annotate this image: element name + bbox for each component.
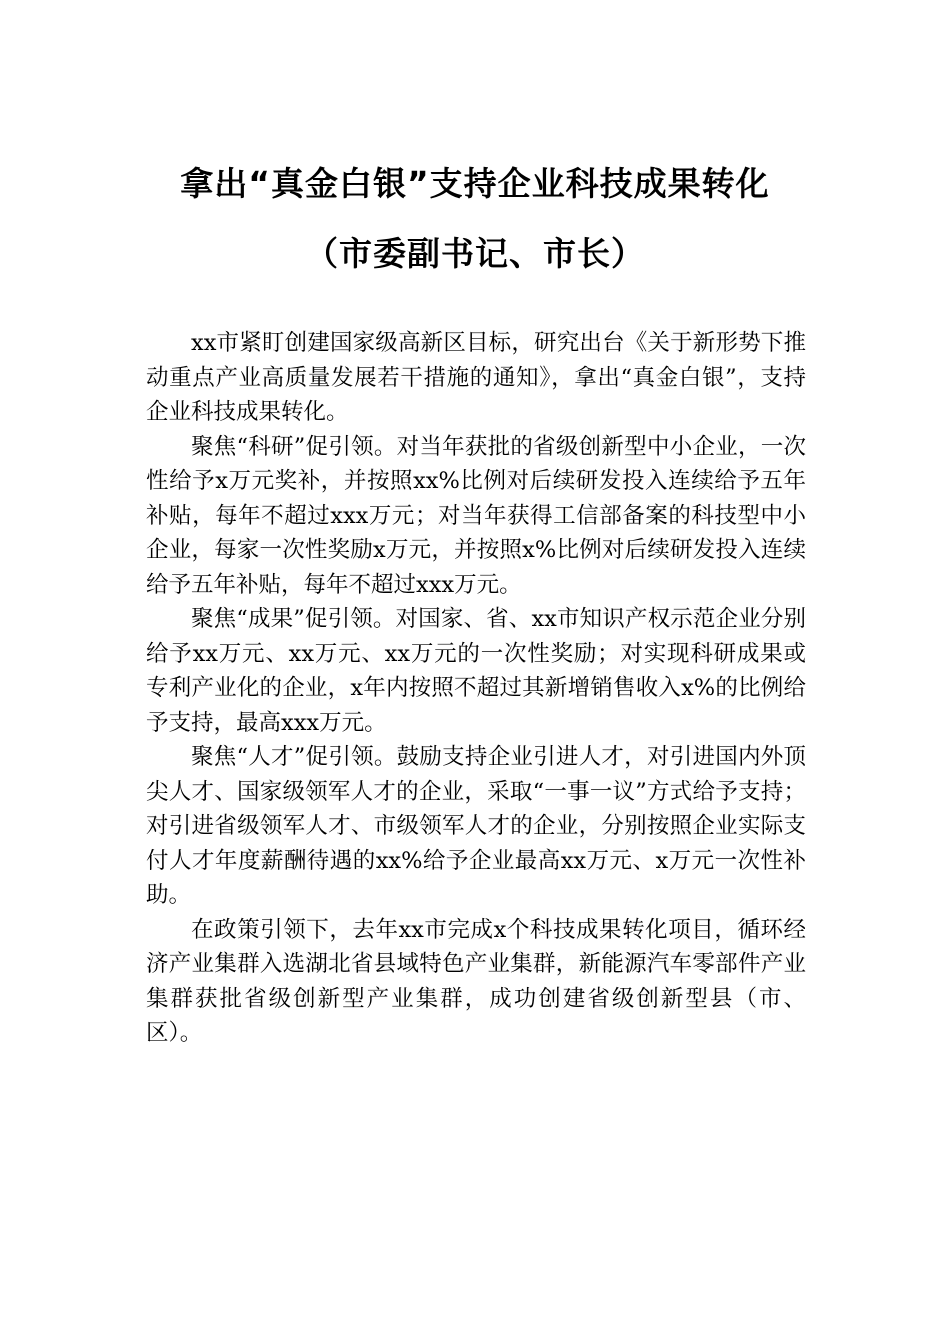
paragraph-research: 聚焦“科研”促引领。对当年获批的省级创新型中小企业，一次性给予x万元奖补，并按照xx%比例对后续研发投入连续给予五年补贴，每年不超过xxx万元；对当年获得工信部备案的科技型中小企业，每家一次性奖励x万元，并按照x%比例对后续研发投入连续给予五年补贴，每年不超过xxx万元。: [146, 433, 806, 598]
paragraph-results: 在政策引领下，去年xx市完成x个科技成果转化项目，循环经济产业集群入选湖北省县域特色产业集群，新能源汽车零部件产业集群获批省级创新型产业集群，成功创建省级创新型县（市、区）。: [146, 916, 806, 1046]
document-subtitle: （市委副书记、市长）: [305, 234, 645, 273]
paragraph-achievements: 聚焦“成果”促引领。对国家、省、xx市知识产权示范企业分别给予xx万元、xx万元、xx万元的一次性奖励；对实现科研成果或专利产业化的企业，x年内按照不超过其新增销售收入x%的比例给予支持，最高xxx万元。: [146, 606, 806, 736]
paragraph-intro: xx市紧盯创建国家级高新区目标，研究出台《关于新形势下推动重点产业高质量发展若干措施的通知》，拿出“真金白银”，支持企业科技成果转化。: [146, 330, 806, 425]
document-title: 拿出“真金白银”支持企业科技成果转化: [180, 164, 770, 203]
paragraph-talent: 聚焦“人才”促引领。鼓励支持企业引进人才，对引进国内外顶尖人才、国家级领军人才的企业，采取“一事一议”方式给予支持；对引进省级领军人才、市级领军人才的企业，分别按照企业实际支付人才年度薪酬待遇的xx%给予企业最高xx万元、x万元一次性补助。: [146, 744, 806, 908]
document-body: [146, 326, 806, 1051]
